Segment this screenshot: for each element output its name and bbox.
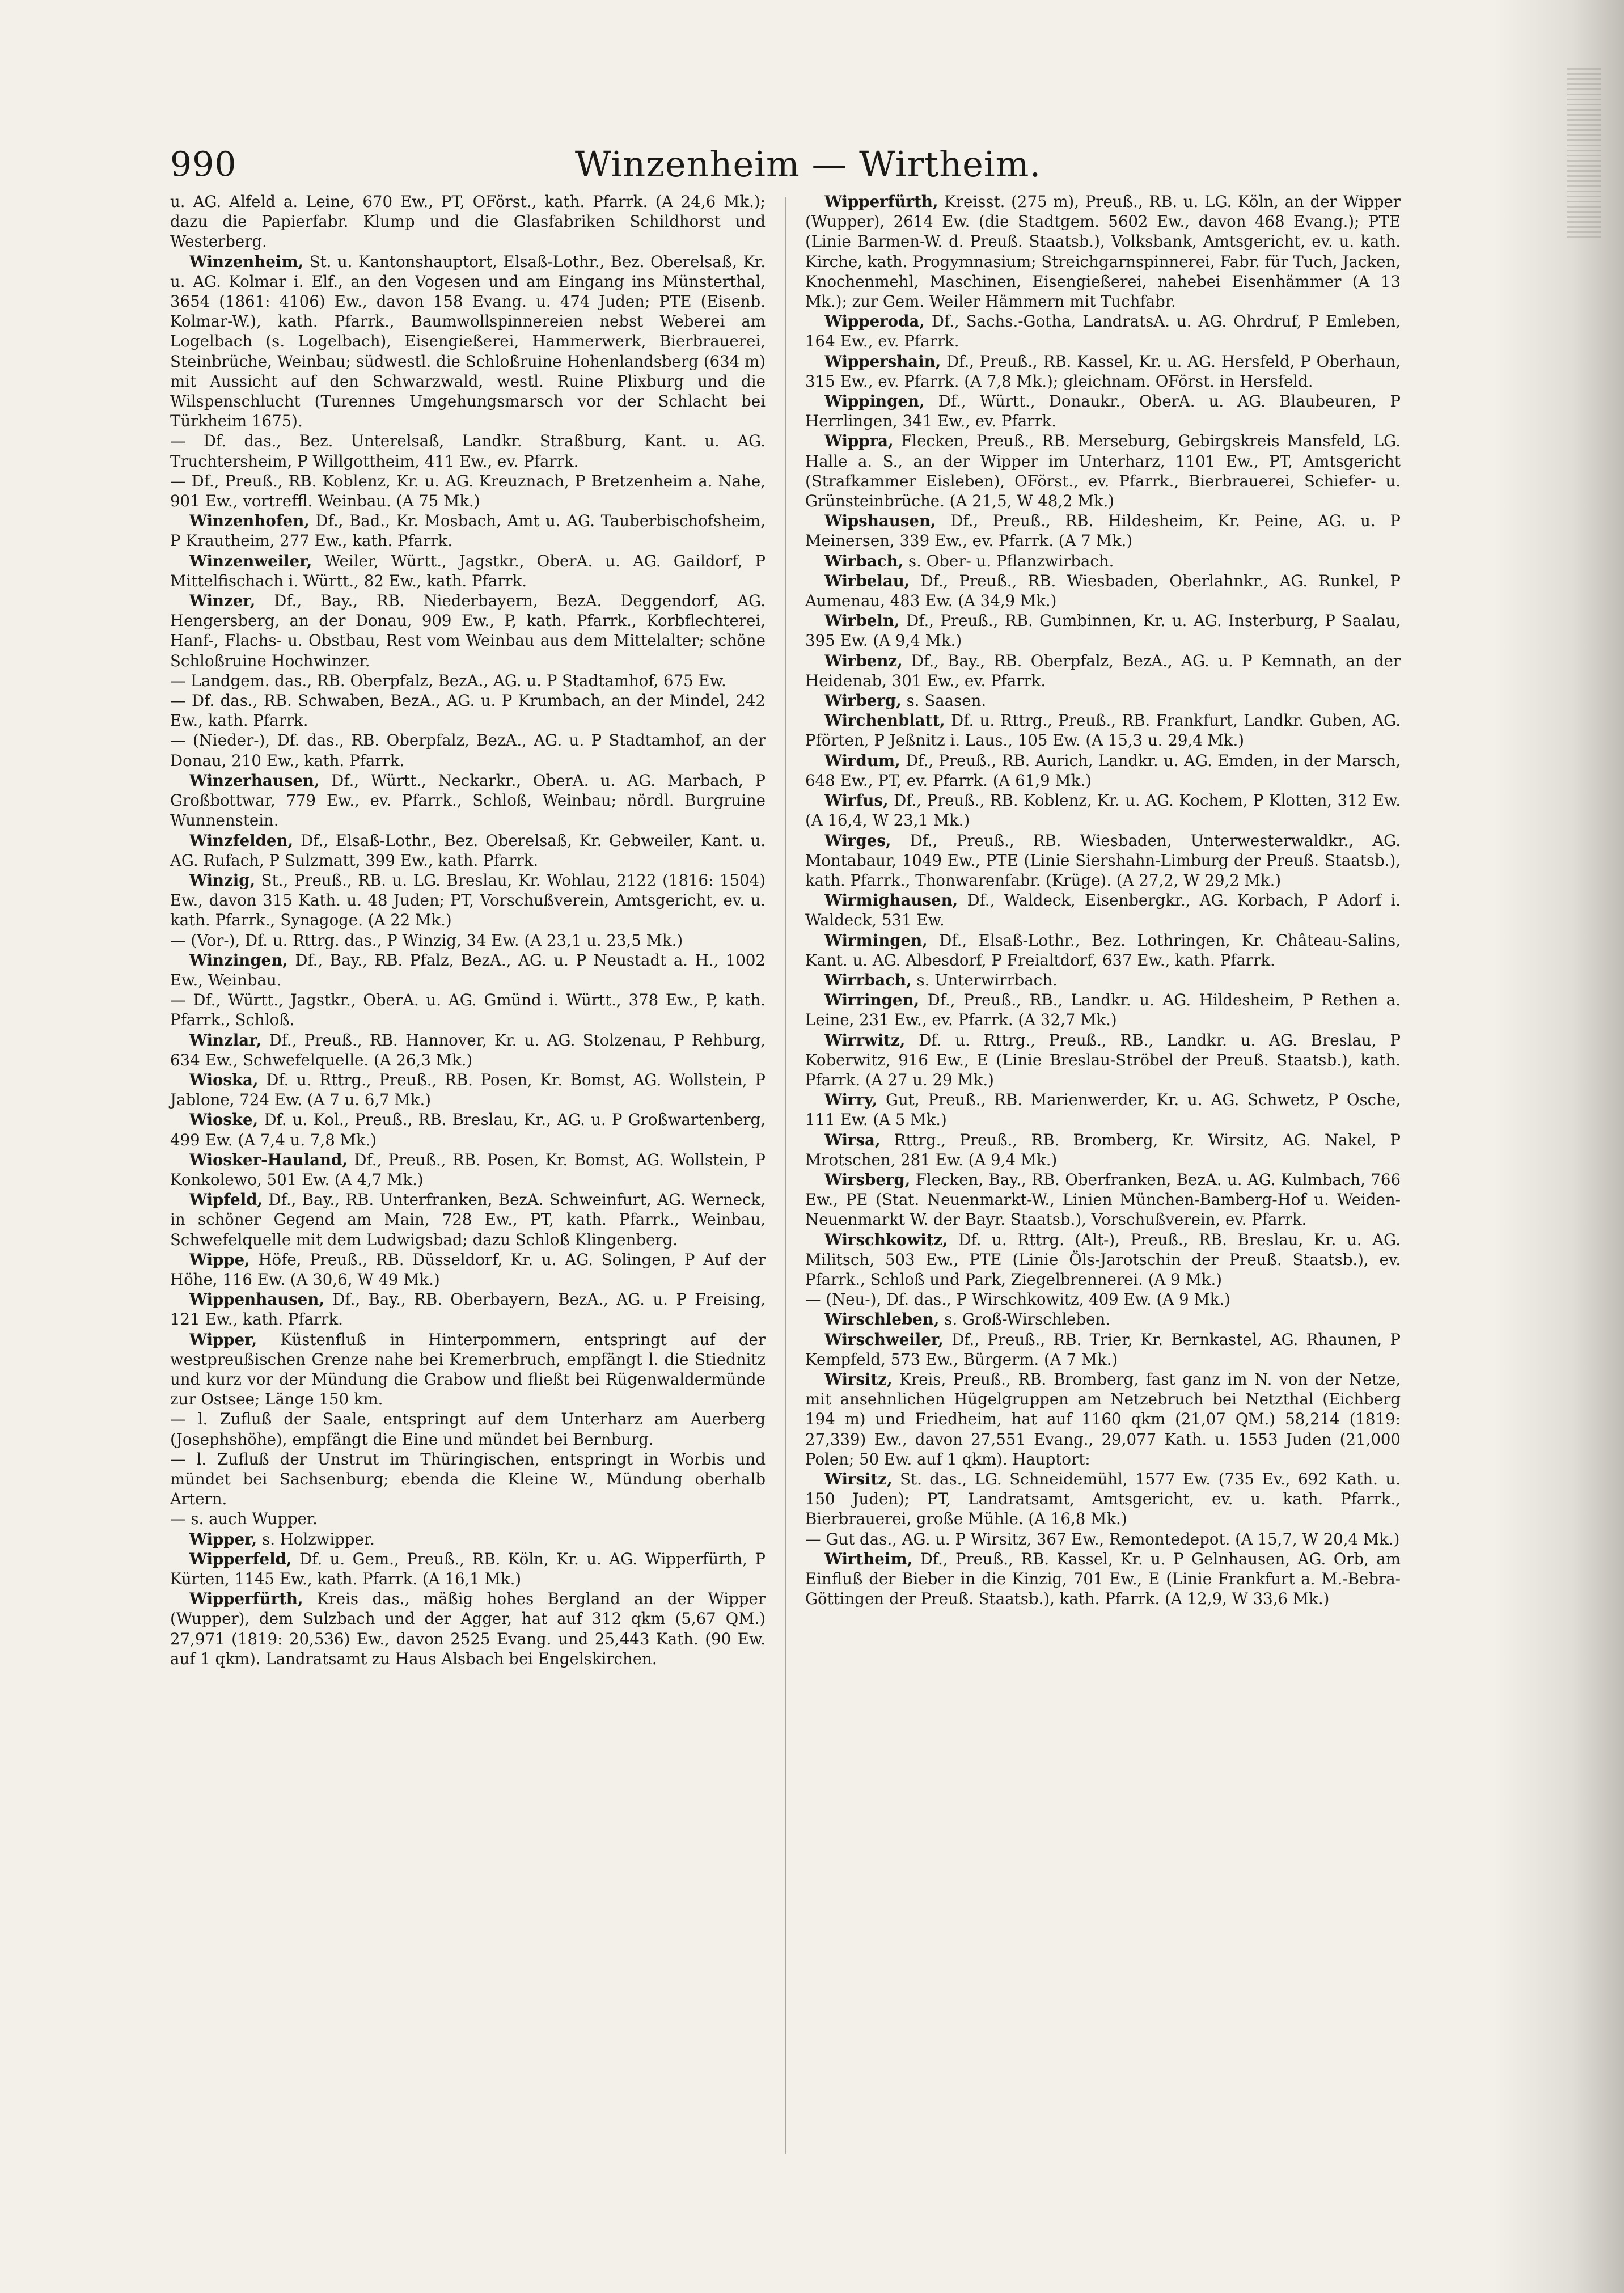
entry-text: Df., Bad., Kr. Mosbach, Amt u. AG. Tauberbischofsheim, P Krautheim, 277 Ew., kath. Pfarrk. (170, 511, 766, 551)
dictionary-entry (170, 471, 766, 511)
entry-text: s. Saasen. (906, 691, 987, 710)
entry-headword: Wirrwitz, (824, 1030, 906, 1050)
dictionary-entry (170, 1250, 766, 1289)
entry-text: — Df. das., RB. Schwaben, BezA., AG. u. P Krumbach, an der Mindel, 242 Ew., kath. Pfarrk. (170, 691, 766, 730)
entry-text: Df., Preuß., RB. Wiesbaden, Unterwesterwaldkr., AG. Montabaur, 1049 Ew., PTE (Linie Siershahn-Limburg der Preuß. Staatsb.), kath. Pfarrk., Thonwarenfabr. (Krüge). (A 27,2, W 29,2 Mk.) (805, 831, 1401, 890)
dictionary-entry (805, 1330, 1401, 1369)
dictionary-entry (805, 1529, 1401, 1549)
entry-headword: Wipper, (189, 1330, 257, 1349)
entry-headword: Winzfelden, (189, 831, 294, 850)
entry-text: s. Unterwirrbach. (916, 970, 1058, 989)
dictionary-entry (170, 1330, 766, 1410)
entry-text: Flecken, Bay., RB. Oberfranken, BezA. u. AG. Kulmbach, 766 Ew., PE (Stat. Neuenmarkt-W., Linien München-Bamberg-Hof u. Weiden-Neuenmarkt W. der Bayr. Staatsb.), Vorschußverein, ev. Pfarrk. (805, 1170, 1401, 1229)
entry-text: Df., Waldeck, Eisenbergkr., AG. Korbach, P Adorf i. Waldeck, 531 Ew. (805, 891, 1401, 930)
entry-text: Df., Sachs.-Gotha, LandratsA. u. AG. Ohrdruf, P Emleben, 164 Ew., ev. Pfarrk. (805, 312, 1401, 351)
entry-headword: Wippra, (824, 431, 894, 451)
entry-text: Df., Preuß., RB. Wiesbaden, Oberlahnkr., AG. Runkel, P Aumenau, 483 Ew. (A 34,9 Mk.) (805, 571, 1401, 611)
entry-text: Df. u. Rttrg., Preuß., RB., Landkr. u. AG. Breslau, P Koberwitz, 916 Ew., E (Linie Breslau-Ströbel der Preuß. Staatsb.), kath. Pfarrk. (A 27 u. 29 Mk.) (805, 1030, 1401, 1089)
entry-headword: Wippershain, (824, 352, 941, 371)
entry-text: — Gut das., AG. u. P Wirsitz, 367 Ew., Remontedepot. (A 15,7, W 20,4 Mk.) (805, 1529, 1400, 1549)
entry-text: — Df., Württ., Jagstkr., OberA. u. AG. Gmünd i. Württ., 378 Ew., P, kath. Pfarrk., Schloß. (170, 991, 766, 1030)
entry-text: — l. Zufluß der Saale, entspringt auf dem Unterharz am Auerberg (Josephshöhe), empfängt die Eine und mündet bei Bernburg. (170, 1410, 766, 1449)
dictionary-entry (170, 551, 766, 591)
dictionary-entry (170, 671, 766, 691)
entry-headword: Wippingen, (824, 392, 925, 411)
entry-headword: Wirschweiler, (824, 1330, 944, 1349)
entry-text: Df., Preuß., RB., Landkr. u. AG. Hildesheim, P Rethen a. Leine, 231 Ew., ev. Pfarrk. (A 32,7 Mk.) (805, 991, 1401, 1030)
dictionary-entry (805, 990, 1401, 1030)
dictionary-entry (805, 311, 1401, 351)
entry-headword: Winzerhausen, (189, 771, 320, 790)
entry-headword: Winzenheim, (189, 252, 304, 271)
entry-headword: Wirsitz, (824, 1369, 893, 1389)
entry-text: — s. auch Wupper. (170, 1509, 318, 1529)
entry-headword: Winzlar, (189, 1030, 262, 1050)
entry-headword: Wirry, (824, 1090, 878, 1110)
entry-text: St. das., LG. Schneidemühl, 1577 Ew. (735 Ev., 692 Kath. u. 150 Juden); PT, Landratsamt, Amtsgericht, ev. u. kath. Pfarrk., Bierbrauerei, große Mühle. (A 16,8 Mk.) (805, 1470, 1401, 1529)
entry-text: Höfe, Preuß., RB. Düsseldorf, Kr. u. AG. Solingen, P Auf der Höhe, 116 Ew. (A 30,6, W 49 Mk.) (170, 1250, 766, 1289)
dictionary-entry (170, 1030, 766, 1070)
entry-text: Flecken, Preuß., RB. Merseburg, Gebirgskreis Mansfeld, LG. Halle a. S., an der Wipper im Unterharz, 1101 Ew., PT, Amtsgericht (Strafkammer Eisleben), OFörst., ev. Pfarrk., Bierbrauerei, Schiefer- u. Grünsteinbrüche. (A 21,5, W 48,2 Mk.) (805, 431, 1401, 511)
dictionary-entry (170, 1110, 766, 1149)
entry-text: Df., Württ., Neckarkr., OberA. u. AG. Marbach, P Großbottwar, 779 Ew., ev. Pfarrk., Schloß, Weinbau; nördl. Burgruine Wunnenstein. (170, 771, 766, 830)
entry-text: Df. u. Rttrg., Preuß., RB. Posen, Kr. Bomst, AG. Wollstein, P Jablone, 724 Ew. (A 7 u. 6,7 Mk.) (170, 1070, 766, 1110)
dictionary-entry (170, 591, 766, 671)
entry-headword: Winzenhofen, (189, 511, 310, 531)
entry-text: Kreis, Preuß., RB. Bromberg, fast ganz im N. von der Netze, mit ansehnlichen Hügelgruppen am Netzebruch bei Netzthal (Eichberg 194 m) und Friedheim, hat auf 1160 qkm (21,07 QM.) 58,214 (1819: 27,339) Ew., davon 27,551 Evang., 29,077 Kath. u. 1553 Juden (21,000 Polen; 50 Ew. auf 1 qkm). Hauptort: (805, 1369, 1401, 1469)
entry-headword: Wipfeld, (189, 1190, 263, 1209)
dictionary-entry (170, 1409, 766, 1449)
entry-headword: Wioske, (189, 1110, 259, 1129)
entry-text: Kreisst. (275 m), Preuß., RB. u. LG. Köln, an der Wipper (Wupper), 2614 Ew. (die Stadtgem. 5602 Ew., davon 468 Evang.); PTE (Linie Barmen-W. d. Preuß. Staatsb.), Volksbank, Amtsgericht, ev. u. kath. Kirche, kath. Progymnasium; Streichgarnspinnerei, Fabr. für Tuch, Jacken, Knochenmehl, Maschinen, Eisengießerei, nahebei Eisenhämmer (A 13 Mk.); zur Gem. Weiler Hämmern mit Tuchfabr. (805, 192, 1401, 311)
dictionary-entry (170, 870, 766, 930)
entry-headword: Wipper, (189, 1529, 257, 1549)
entry-text: Df., Preuß., RB. Hannover, Kr. u. AG. Stolzenau, P Rehburg, 634 Ew., Schwefelquelle. (A 26,3 Mk.) (170, 1030, 766, 1069)
entry-text: — (Vor-), Df. u. Rttrg. das., P Winzig, 34 Ew. (A 23,1 u. 23,5 Mk.) (170, 930, 683, 950)
entry-text: Df., Preuß., RB. Trier, Kr. Bernkastel, AG. Rhaunen, P Kempfeld, 573 Ew., Bürgerm. (A 7 Mk.) (805, 1330, 1401, 1369)
dictionary-entry (805, 431, 1401, 511)
dictionary-entry (170, 511, 766, 551)
page-header (170, 142, 1446, 187)
dictionary-entry (170, 831, 766, 870)
dictionary-entry (805, 1549, 1401, 1609)
entry-headword: Wirringen, (824, 991, 920, 1010)
entry-text: Weiler, Württ., Jagstkr., OberA. u. AG. Gaildorf, P Mittelfischach i. Württ., 82 Ew., kath. Pfarrk. (170, 551, 766, 590)
entry-headword: Wirbach, (824, 551, 904, 570)
entry-text: Df., Preuß., RB. Koblenz, Kr. u. AG. Kochem, P Klotten, 312 Ew. (A 16,4, W 23,1 Mk.) (805, 791, 1401, 830)
entry-text: Df. u. Rttrg., Preuß., RB. Frankfurt, Landkr. Guben, AG. Pförten, P Jeßnitz i. Laus., 105 Ew. (A 15,3 u. 29,4 Mk.) (805, 711, 1401, 750)
entry-headword: Wirtheim, (824, 1549, 913, 1568)
dictionary-entry (170, 1449, 766, 1509)
entry-text: — Landgem. das., RB. Oberpfalz, BezA., AG. u. P Stadtamhof, 675 Ew. (170, 671, 726, 690)
entry-headword: Winzer, (189, 591, 256, 611)
dictionary-entry (170, 771, 766, 831)
dictionary-entry (805, 970, 1401, 990)
dictionary-entry (805, 930, 1401, 970)
dictionary-entry (805, 1130, 1401, 1170)
entry-text: Rttrg., Preuß., RB. Bromberg, Kr. Wirsitz, AG. Nakel, P Mrotschen, 281 Ew. (A 9,4 Mk.) (805, 1130, 1401, 1169)
page-edge-shadow (1494, 0, 1624, 2293)
entry-text: Kreis das., mäßig hohes Bergland an der Wipper (Wupper), dem Sulzbach und der Agger, hat auf 312 qkm (5,67 QM.) 27,971 (1819: 20,536) Ew., davon 2525 Evang. und 25,443 Kath. (90 Ew. auf 1 qkm). Landratsamt zu Haus Alsbach bei Engelskirchen. (170, 1589, 766, 1668)
dictionary-entry (805, 1170, 1401, 1230)
entry-text: Df. u. Kol., Preuß., RB. Breslau, Kr., AG. u. P Großwartenberg, 499 Ew. (A 7,4 u. 7,8 Mk.) (170, 1110, 766, 1149)
right-column (805, 192, 1401, 1609)
entry-headword: Wirges, (824, 831, 891, 850)
dictionary-entry (805, 710, 1401, 750)
entry-text: Df., Bay., RB. Pfalz, BezA., AG. u. P Neustadt a. H., 1002 Ew., Weinbau. (170, 950, 766, 989)
entry-text: s. Holzwipper. (262, 1529, 375, 1549)
dictionary-entry (805, 1469, 1401, 1529)
dictionary-entry (805, 611, 1401, 650)
dictionary-entry (170, 1549, 766, 1589)
dictionary-entry (170, 252, 766, 431)
dictionary-entry (805, 1309, 1401, 1329)
column-separator (785, 197, 786, 2154)
dictionary-entry (170, 1509, 766, 1529)
entry-headword: Wippenhausen, (189, 1290, 324, 1309)
entry-text: — (Neu-), Df. das., P Wirschkowitz, 409 Ew. (A 9 Mk.) (805, 1290, 1230, 1309)
dictionary-entry (805, 192, 1401, 311)
entry-headword: Wirberg, (824, 691, 902, 710)
dictionary-entry (170, 950, 766, 990)
entry-text: — Df. das., Bez. Unterelsaß, Landkr. Straßburg, Kant. u. AG. Truchtersheim, P Willgottheim, 411 Ew., ev. Pfarrk. (170, 431, 766, 471)
entry-text: Küstenfluß in Hinterpommern, entspringt auf der westpreußischen Grenze nahe bei Kremerbruch, empfängt l. die Stiednitz und kurz vor der Mündung die Grabow und fließt bei Rügenwaldermünde zur Ostsee; Länge 150 km. (170, 1330, 766, 1409)
dictionary-entry (805, 651, 1401, 691)
entry-text: s. Ober- u. Pflanzwirbach. (908, 551, 1114, 570)
entry-text: Df., Bay., RB. Niederbayern, BezA. Deggendorf, AG. Hengersberg, an der Donau, 909 Ew., P, kath. Pfarrk., Korbflechterei, Hanf-, Flachs- u. Obstbau, Rest vom Weinbau aus dem Mittelalter; schöne Schloßruine Hochwinzer. (170, 591, 766, 670)
dictionary-entry (170, 990, 766, 1030)
entry-text: Df. u. Gem., Preuß., RB. Köln, Kr. u. AG. Wipperfürth, P Kürten, 1145 Ew., kath. Pfarrk. (A 16,1 Mk.) (170, 1549, 766, 1589)
entry-headword: Wioska, (189, 1070, 259, 1089)
entry-headword: Wipperfürth, (189, 1589, 303, 1609)
entry-text: Df. u. Rttrg. (Alt-), Preuß., RB. Breslau, Kr. u. AG. Militsch, 503 Ew., PTE (Linie Öls-Jarotschin der Preuß. Staatsb.), ev. Pfarrk., Schloß und Park, Ziegelbrennerei. (A 9 Mk.) (805, 1230, 1401, 1289)
entry-headword: Wirfus, (824, 791, 889, 810)
entry-headword: Wipperfeld, (189, 1549, 292, 1568)
dictionary-entry (805, 551, 1401, 571)
entry-headword: Wipperoda, (824, 312, 925, 331)
entry-headword: Wirdum, (824, 751, 900, 770)
entry-text: Gut, Preuß., RB. Marienwerder, Kr. u. AG. Schwetz, P Osche, 111 Ew. (A 5 Mk.) (805, 1090, 1401, 1129)
dictionary-entry (170, 431, 766, 471)
entry-headword: Wiosker-Hauland, (189, 1150, 348, 1169)
dictionary-entry (805, 352, 1401, 391)
entry-text: St., Preuß., RB. u. LG. Breslau, Kr. Wohlau, 2122 (1816: 1504) Ew., davon 315 Kath. u. 48 Juden; PT, Vorschußverein, Amtsgericht, ev. u. kath. Pfarrk., Synagoge. (A 22 Mk.) (170, 870, 766, 930)
entry-headword: Winzingen, (189, 950, 288, 970)
entry-headword: Wirmighausen, (824, 891, 958, 910)
entry-text: Df., Bay., RB. Oberpfalz, BezA., AG. u. P Kemnath, an der Heidenab, 301 Ew., ev. Pfarrk. (805, 651, 1401, 690)
dictionary-entry (805, 691, 1401, 710)
entry-headword: Wirschkowitz, (824, 1230, 948, 1249)
entry-headword: Wirbelau, (824, 571, 910, 590)
dictionary-entry (170, 730, 766, 770)
dictionary-entry (170, 1150, 766, 1190)
entry-text: Df., Preuß., RB. Aurich, Landkr. u. AG. Emden, in der Marsch, 648 Ew., PT, ev. Pfarrk. (A 61,9 Mk.) (805, 751, 1401, 790)
entry-headword: Wirschleben, (824, 1310, 940, 1329)
dictionary-entry (805, 511, 1401, 551)
entry-text: Df., Preuß., RB. Hildesheim, Kr. Peine, AG. u. P Meinersen, 339 Ew., ev. Pfarrk. (A 7 Mk.) (805, 511, 1401, 551)
entry-text: Df., Preuß., RB. Posen, Kr. Bomst, AG. Wollstein, P Konkolewo, 501 Ew. (A 4,7 Mk.) (170, 1150, 766, 1189)
dictionary-entry (170, 1529, 766, 1549)
entry-headword: Wippe, (189, 1250, 250, 1269)
dictionary-entry (805, 1289, 1401, 1309)
dictionary-entry (170, 1190, 766, 1250)
entry-headword: Wirsitz, (824, 1470, 893, 1488)
dictionary-entry (805, 751, 1401, 790)
entry-headword: Wirchenblatt, (824, 711, 945, 730)
entry-headword: Wirsa, (824, 1130, 881, 1149)
dictionary-entry (170, 691, 766, 730)
entry-text: Df., Württ., Donaukr., OberA. u. AG. Blaubeuren, P Herrlingen, 341 Ew., ev. Pfarrk. (805, 392, 1401, 431)
entry-text: Df., Preuß., RB. Gumbinnen, Kr. u. AG. Insterburg, P Saalau, 395 Ew. (A 9,4 Mk.) (805, 611, 1401, 650)
entry-text: Df., Elsaß-Lothr., Bez. Oberelsaß, Kr. Gebweiler, Kant. u. AG. Rufach, P Sulzmatt, 399 Ew., kath. Pfarrk. (170, 831, 766, 870)
running-title: Winzenheim — Wirtheim. (574, 143, 1042, 185)
dictionary-entry (805, 831, 1401, 891)
dictionary-entry (170, 1070, 766, 1110)
entry-text: — l. Zufluß der Unstrut im Thüringischen, entspringt in Worbis und mündet bei Sachsenburg; ebenda die Kleine W., Mündung oberhalb Artern. (170, 1449, 766, 1509)
dictionary-entry (805, 571, 1401, 611)
entry-text: u. AG. Alfeld a. Leine, 670 Ew., PT, OFörst., kath. Pfarrk. (A 24,6 Mk.); dazu die Papierfabr. Klump und die Glasfabriken Schildhorst und Westerberg. (170, 192, 766, 251)
left-column (170, 192, 766, 1669)
entry-headword: Winzenweiler, (189, 551, 312, 570)
entry-text: St. u. Kantonshauptort, Elsaß-Lothr., Bez. Oberelsaß, Kr. u. AG. Kolmar i. Elf., an den Vogesen und am Eingang ins Münsterthal, 3654 (1861: 4106) Ew., davon 158 Evang. u. 474 Juden; PTE (Eisenb. Kolmar-W.), kath. Pfarrk., Baumwollspinnereien nebst Weberei am Logelbach (s. Logelbach), Eisengießerei, Hammerwerk, Bierbrauerei, Steinbrüche, Weinbau; südwestl. die Schloßruine Hohenlandsberg (634 m) mit Aussicht auf den Schwarzwald, westl. Ruine Plixburg und die Wilspenschlucht (Turennes Umgehungsmarsch vor der Schlacht bei Türkheim 1675). (170, 252, 766, 431)
dictionary-entry (170, 192, 766, 252)
dictionary-entry (170, 930, 766, 950)
entry-headword: Wirrbach, (824, 970, 912, 989)
entry-headword: Wipperfürth, (824, 192, 938, 211)
dictionary-entry (805, 790, 1401, 830)
entry-text: Df., Preuß., RB. Kassel, Kr. u. AG. Hersfeld, P Oberhaun, 315 Ew., ev. Pfarrk. (A 7,8 Mk.); gleichnam. OFörst. in Hersfeld. (805, 352, 1401, 391)
entry-text: Df., Elsaß-Lothr., Bez. Lothringen, Kr. Château-Salins, Kant. u. AG. Albesdorf, P Freialtdorf, 637 Ew., kath. Pfarrk. (805, 930, 1401, 970)
entry-headword: Wirbeln, (824, 611, 900, 631)
dictionary-entry (170, 1589, 766, 1669)
entry-headword: Wirmingen, (824, 930, 928, 950)
page-number: 990 (170, 145, 237, 184)
dictionary-entry (805, 1230, 1401, 1290)
entry-headword: Wirbenz, (824, 651, 903, 670)
dictionary-entry (805, 1090, 1401, 1129)
entry-text: Df., Preuß., RB. Kassel, Kr. u. P Gelnhausen, AG. Orb, am Einfluß der Bieber in die Kinzig, 701 Ew., E (Linie Frankfurt a. M.-Bebra-Göttingen der Preuß. Staatsb.), kath. Pfarrk. (A 12,9, W 33,6 Mk.) (805, 1549, 1401, 1609)
entry-text: — (Nieder-), Df. das., RB. Oberpfalz, BezA., AG. u. P Stadtamhof, an der Donau, 210 Ew., kath. Pfarrk. (170, 731, 766, 770)
dictionary-entry (805, 890, 1401, 930)
entry-text: s. Groß-Wirschleben. (944, 1310, 1111, 1329)
dictionary-entry (805, 1030, 1401, 1090)
dictionary-entry (805, 1369, 1401, 1469)
entry-text: Df., Bay., RB. Oberbayern, BezA., AG. u. P Freising, 121 Ew., kath. Pfarrk. (170, 1290, 766, 1329)
dictionary-entry (805, 391, 1401, 431)
entry-text: — Df., Preuß., RB. Koblenz, Kr. u. AG. Kreuznach, P Bretzenheim a. Nahe, 901 Ew., vortreffl. Weinbau. (A 75 Mk.) (170, 471, 766, 511)
dictionary-entry (170, 1289, 766, 1329)
entry-headword: Wirsberg, (824, 1170, 911, 1189)
entry-headword: Winzig, (189, 870, 256, 890)
entry-text: Df., Bay., RB. Unterfranken, BezA. Schweinfurt, AG. Werneck, in schöner Gegend am Main, 728 Ew., PT, kath. Pfarrk., Weinbau, Schwefelquelle mit dem Ludwigsbad; dazu Schloß Klingenberg. (170, 1190, 766, 1249)
entry-headword: Wipshausen, (824, 511, 936, 531)
